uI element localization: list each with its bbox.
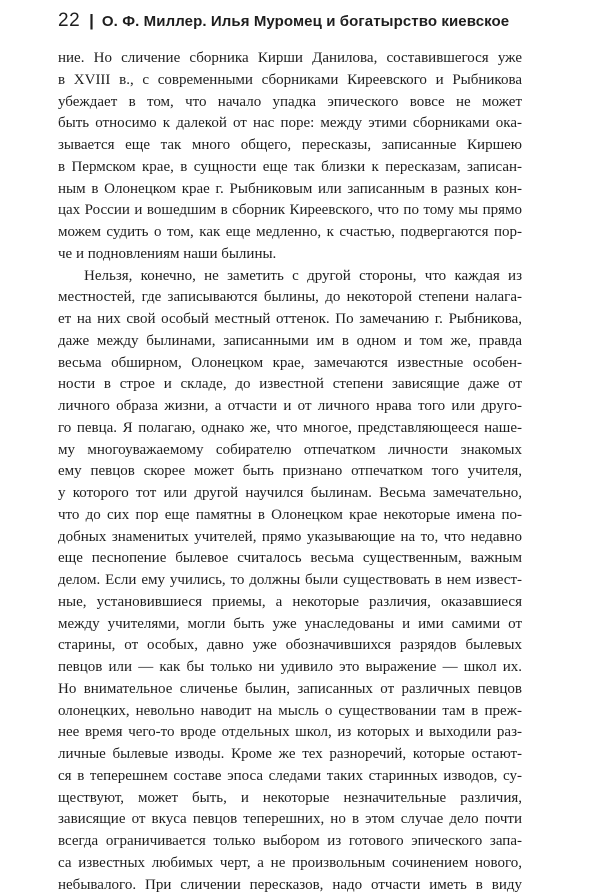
text-line: го певца. Я полагаю, однако же, что многое, представляющееся наше-	[58, 418, 522, 440]
text-line: ные, установившиеся приемы, а некоторые различия, оказавшиеся	[58, 592, 522, 614]
text-line: делом. Если ему учились, то должны были существовать в нем извест-	[58, 570, 522, 592]
body-text	[58, 48, 522, 896]
text-line: в XVIII в., с современными сборниками Киреевского и Рыбникова	[58, 70, 522, 92]
text-line: всегда ограничивается только выбором из готового эпического запа-	[58, 831, 522, 853]
paragraph-first-line: Нельзя, конечно, не заметить с другой стороны, что каждая из	[58, 266, 522, 288]
text-line: са известных любимых черт, а не произвольным сочинением нового,	[58, 853, 522, 875]
text-line: между учителями, могли быть уже унаследованы и ими самими от	[58, 614, 522, 636]
text-line: ему певцов скорее может быть признано отпечатком того учителя,	[58, 461, 522, 483]
text-line: весьма обширном, Олонецком крае, замечаются известные особен-	[58, 353, 522, 375]
text-line: небывалого. При сличении пересказов, надо отчасти иметь в виду	[58, 875, 522, 896]
text-line: ности в строе и складе, до известной степени зависящие даже от	[58, 374, 522, 396]
text-line: в Пермском крае, в сущности еще так близки к пересказам, записан-	[58, 157, 522, 179]
text-line: быть относимо к далекой от нас поре: между этими сборниками ока-	[58, 113, 522, 135]
page-number: 22	[58, 10, 80, 32]
text-line: нее время чего-то вроде отдельных школ, из которых и выходили раз-	[58, 722, 522, 744]
text-line: цах России и вошедшим в сборник Киреевского, что по тому мы прямо	[58, 200, 522, 222]
paragraph-end-line: че и подновлениям наши былины.	[58, 244, 522, 266]
text-line: еще песнопение былевое считалось весьма существенным, важным	[58, 548, 522, 570]
text-line: му многоуважаемому собирателю отпечатком личности знакомых	[58, 440, 522, 462]
text-line: личного образа жизни, а отчасти и от личного нрава того или друго-	[58, 396, 522, 418]
text-line: добных знаменитых учителей, прямо указывающие на то, что недавно	[58, 527, 522, 549]
running-header	[58, 10, 558, 34]
text-line: местностей, где записываются былины, до некоторой степени налага-	[58, 287, 522, 309]
text-line: старины, от особых, давно уже обозначившихся разрядов былевых	[58, 635, 522, 657]
text-line: у которого тот или другой научился былинам. Весьма замечательно,	[58, 483, 522, 505]
text-line: ся в теперешнем составе эпоса следами таких старинных изводов, су-	[58, 766, 522, 788]
text-line: зывается еще так много общего, пересказы, записанные Киршею	[58, 135, 522, 157]
text-line: ет на них свой особый местный оттенок. По замечанию г. Рыбникова,	[58, 309, 522, 331]
text-line: даже между былинами, записанными им в одном и том же, правда	[58, 331, 522, 353]
text-line: Но внимательное сличенье былин, записанных от различных певцов	[58, 679, 522, 701]
text-line: ние. Но сличение сборника Кирши Данилова, составившегося уже	[58, 48, 522, 70]
text-line: можем судить о том, как еще медленно, к счастью, подвергаются пор-	[58, 222, 522, 244]
header-separator: |	[89, 11, 94, 31]
text-line: певцов или — как бы только ни удивило это выражение — школ их.	[58, 657, 522, 679]
text-line: зависящие от вкуса певцов теперешних, но в этом случае дело почти	[58, 809, 522, 831]
text-line: личные былевые изводы. Кроме же тех разноречий, которые остают-	[58, 744, 522, 766]
running-title: О. Ф. Миллер. Илья Муромец и богатырство киевское	[102, 13, 509, 30]
text-line: олонецких, невольно наводит на мысль о существовании там в преж-	[58, 701, 522, 723]
text-line: ным в Олонецком крае г. Рыбниковым или записанным в разных кон-	[58, 179, 522, 201]
text-line: убеждает в том, что начало упадка эпического вовсе не может	[58, 92, 522, 114]
text-line: ществуют, может быть, и некоторые незначительные различия,	[58, 788, 522, 810]
text-line: что до сих пор еще памятны в Олонецком крае некоторые имена по-	[58, 505, 522, 527]
